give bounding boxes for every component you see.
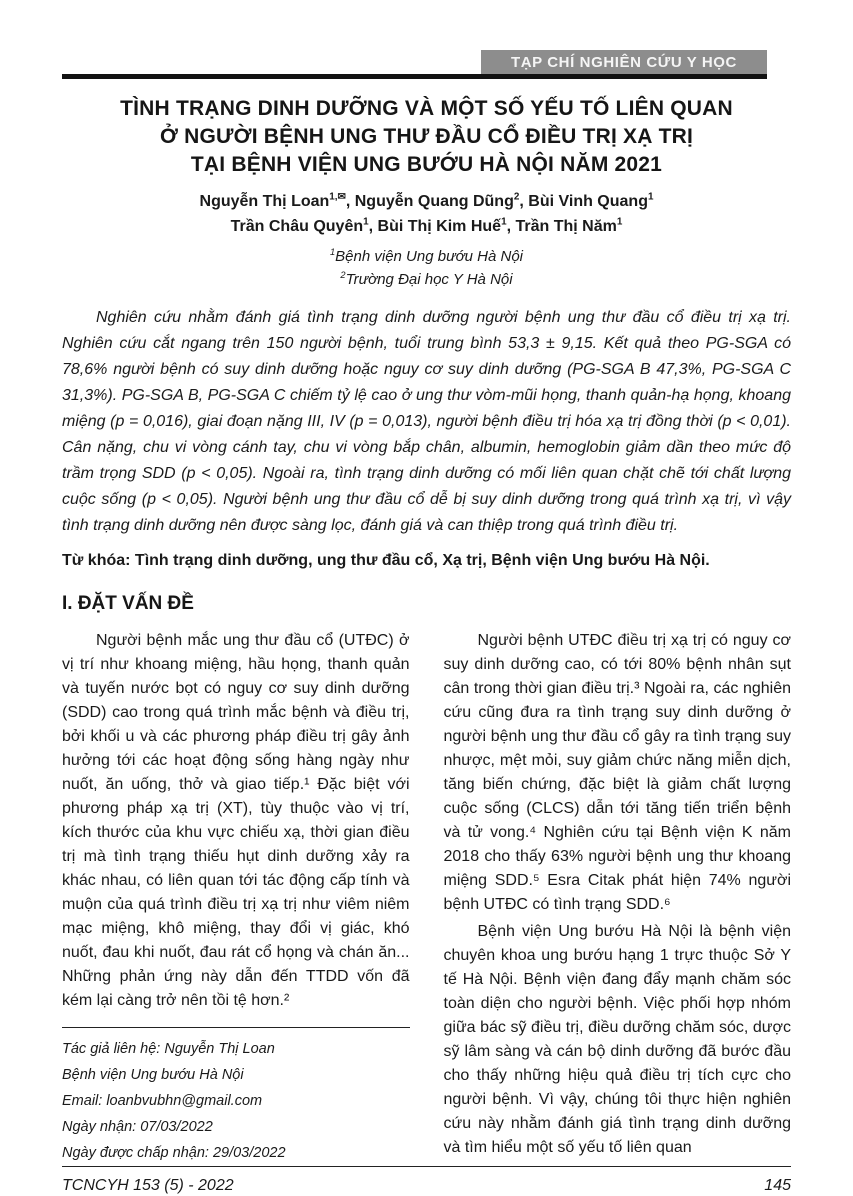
author-name-text: , Bùi Thị Kim Huế [368,218,502,235]
correspondence-author: Tác giả liên hệ: Nguyễn Thị Loan [62,1041,275,1057]
author-name [231,218,369,235]
affiliation-list [62,245,791,291]
title-line-3: TẠI BỆNH VIỆN UNG BƯỚU HÀ NỘI NĂM 2021 [190,153,663,176]
affiliation-1 [62,245,791,268]
footer-page-number: 145 [764,1177,791,1194]
author-list [62,189,791,239]
keywords-label: Từ khóa: [62,552,131,569]
correspondence-email: Email: loanbvubhn@gmail.com [62,1093,263,1109]
body-paragraph: Bệnh viện Ung bướu Hà Nội là bệnh viện chuyên khoa ung bướu hạng 1 trực thuộc Sở Y tế Hà Nội. Bệnh viện đang đẩy mạnh chăm sóc toàn diện cho người bệnh. Việc phối hợp nhóm giữa bác sỹ điều trị, điều dưỡng chăm sóc, dược sỹ lâm sàng và cán bộ dinh dưỡng đã bước đầu cho thấy những hiệu quả điều trị tích cực cho người bệnh. Vì vậy, chúng tôi thực hiện nghiên cứu này nhằm đánh giá tình trạng dinh dưỡng và tìm hiểu một số yếu tố liên quan [443,923,791,1156]
author-name-text: , Bùi Vinh Quang [519,193,648,210]
author-name-text: Trần Châu Quyên [230,218,364,235]
right-column [444,629,792,1160]
journal-header-rule [62,50,767,79]
affiliation-text: Bệnh viện Ung bướu Hà Nội [335,248,524,265]
affiliation-2 [62,268,791,291]
keywords-text: Tình trạng dinh dưỡng, ung thư đầu cổ, Xạ trị, Bệnh viện Ung bướu Hà Nội. [130,552,710,569]
author-name [507,218,623,235]
affiliation-mark: 2 [340,270,346,280]
author-affiliation-mark: 1 [647,191,654,203]
correspondence-note [62,1027,410,1166]
correspondence-accepted-date: Ngày được chấp nhận: 29/03/2022 [62,1145,286,1161]
author-affiliation-mark: 1,✉ [329,191,346,203]
title-line-2: Ở NGƯỜI BỆNH UNG THƯ ĐẦU CỔ ĐIỀU TRỊ XẠ TRỊ [159,125,694,148]
author-affiliation-mark: 2 [513,191,520,203]
page-footer [62,1166,791,1196]
journal-name-banner: TẠP CHÍ NGHIÊN CỨU Y HỌC [481,50,767,74]
correspondence-affiliation: Bệnh viện Ung bướu Hà Nội [62,1067,244,1083]
author-name [519,193,653,210]
body-paragraph: Người bệnh mắc ung thư đầu cổ (UTĐC) ở vị trí như khoang miệng, hầu họng, thanh quản và tuyến nước bọt có nguy cơ suy dinh dưỡng (SDD) cao trong quá trình mắc bệnh và điều trị, bởi khối u và các phương pháp điều trị gây ảnh hưởng tới các hoạt động sống hàng ngày như nuốt, ăn uống, thở và giao tiếp.¹ Đặc biệt với phương pháp xạ trị (XT), tùy thuộc vào vị trí, kích thước của khu vực chiếu xạ, thời gian điều trị mà tình trạng thiếu hụt dinh dưỡng xảy ra khác nhau, có liên quan tới tác động cấp tính và muộn của quá trình điều trị xạ trị như viêm niêm mạc miệng, khô miệng, thay đổi vị giác, khó nuốt, đau khi nuốt, đau rát cổ họng và chán ăn... Những phản ứng này dẫn đến TTDD vốn đã kém lại càng trở nên tồi tệ hơn.² [62,632,410,1009]
author-name [346,193,520,210]
author-name [200,193,346,210]
abstract-paragraph: Nghiên cứu nhằm đánh giá tình trạng dinh dưỡng người bệnh ung thư đầu cổ điều trị xạ trị. Nghiên cứu cắt ngang trên 150 người bệnh, tuổi trung bình 53,3 ± 9,15. Kết quả theo PG-SGA có 78,6% người bệnh có suy dinh dưỡng hoặc nguy cơ suy dinh dưỡng (PG-SGA B 47,3%, PG-SGA C 31,3%). PG-SGA B, PG-SGA C chiếm tỷ lệ cao ở ung thư vòm-mũi họng, thanh quản-hạ họng, khoang miệng (p = 0,016), giai đoạn nặng III, IV (p = 0,013), người bệnh điều trị hóa xạ trị đồng thời (p < 0,01). Cân nặng, chu vi vòng cánh tay, chu vi vòng bắp chân, albumin, hemoglobin giảm dần theo mức độ trầm trọng SDD (p < 0,05). Ngoài ra, tình trạng dinh dưỡng có mối liên quan chặt chẽ tới chất lượng cuộc sống (p < 0,05). Người bệnh ung thư đầu cổ dễ bị suy dinh dưỡng trong quá trình xạ trị, vì vậy tình trạng dinh dưỡng nên được sàng lọc, đánh giá và can thiệp trong quá trình điều trị. [62,309,791,534]
two-column-body [62,629,791,1166]
affiliation-text: Trường Đại học Y Hà Nội [345,271,513,288]
body-paragraph: Người bệnh UTĐC điều trị xạ trị có nguy cơ suy dinh dưỡng cao, có tới 80% bệnh nhân sụt cân trong thời gian điều trị.³ Ngoài ra, các nghiên cứu cũng đưa ra tình trạng suy dinh dưỡng ở người bệnh ung thư đầu cổ gây ra tình trạng suy nhược, mệt mỏi, suy giảm chức năng miễn dịch, tăng biến chứng, đặc biệt là giảm chất lượng cuộc sống (CLCS) dẫn tới tăng tiến triển bệnh và tử vong.⁴ Nghiên cứu tại Bệnh viện K năm 2018 cho thấy 63% người bệnh ung thư khoang miệng SDD.⁵ Esra Citak phát hiện 74% người bệnh UTĐC có tình trạng SDD.⁶ [443,632,791,913]
correspondence-received-date: Ngày nhận: 07/03/2022 [62,1119,213,1135]
paper-title [62,95,791,179]
author-name-text: Nguyễn Thị Loan [199,193,330,210]
author-name [369,218,507,235]
author-affiliation-mark: 1 [616,216,623,228]
section-heading-introduction: I. ĐẶT VẤN ĐỀ [62,593,194,614]
author-affiliation-mark: 1 [501,216,507,228]
left-column [62,629,410,1166]
author-name-text: , Trần Thị Năm [506,218,617,235]
author-affiliation-mark: 1 [363,216,369,228]
authors-line-2 [62,214,791,239]
keywords-line [62,549,791,573]
affiliation-mark: 1 [329,247,336,257]
title-line-1: TÌNH TRẠNG DINH DƯỠNG VÀ MỘT SỐ YẾU TỐ LIÊN QUAN [120,97,733,120]
footer-journal-issue: TCNCYH 153 (5) - 2022 [62,1177,234,1194]
authors-line-1 [62,189,791,214]
author-name-text: , Nguyễn Quang Dũng [345,193,514,210]
